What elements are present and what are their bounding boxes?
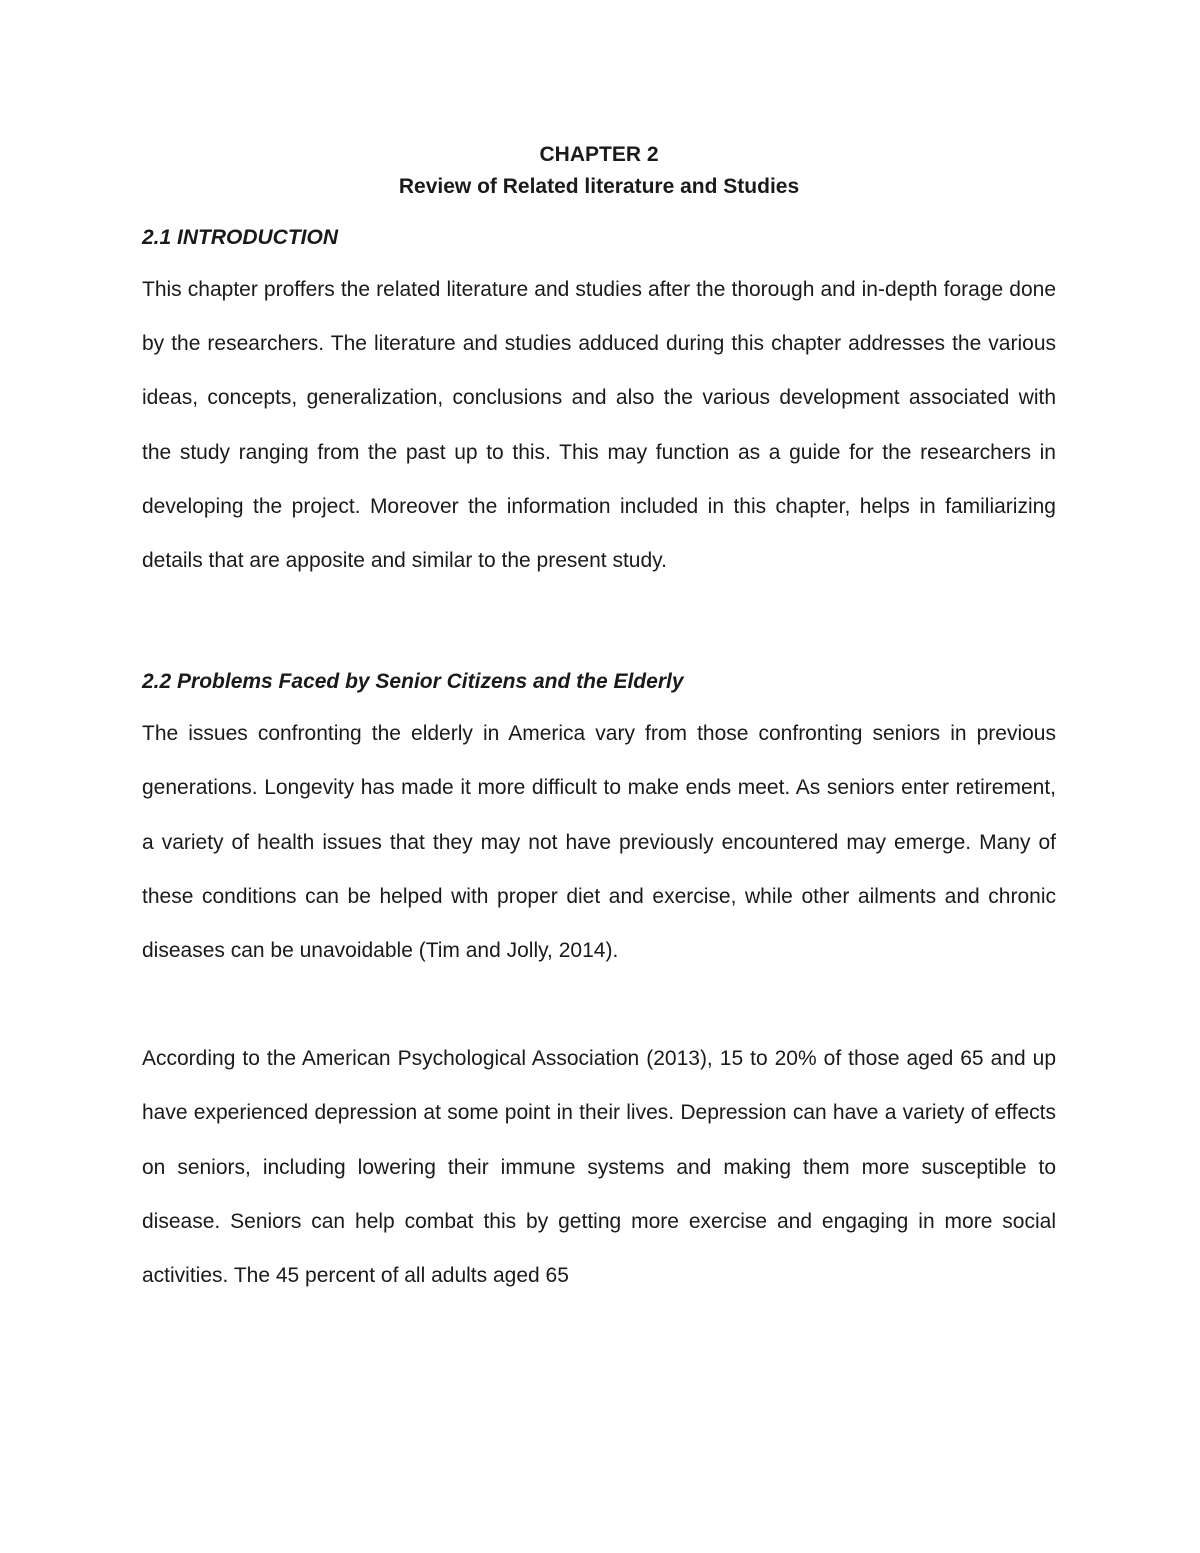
document-body [142,138,1056,1303]
problems-paragraph-1: The issues confronting the elderly in America vary from those confronting seniors in previous generations. Longevity has made it more difficult to make ends meet. As seniors enter retirement, a variety of health issues that they may not have previously encountered may emerge. Many of these conditions can be helped with proper diet and exercise, while other ailments and chronic diseases can be unavoidable (Tim and Jolly, 2014). [142,722,1056,963]
problems-paragraph-2: According to the American Psychological Association (2013), 15 to 20% of those aged 65 and up have experienced depression at some point in their lives. Depression can have a variety of effects on seniors, including lowering their immune systems and making them more susceptible to disease. Seniors can help combat this by getting more exercise and engaging in more social activities. The 45 percent of all adults aged 65 [142,1047,1056,1288]
chapter-title: Review of Related literature and Studies [398,175,800,198]
section-heading-problems: 2.2 Problems Faced by Senior Citizens and the Elderly [142,670,684,694]
section-heading-introduction: 2.1 INTRODUCTION [142,226,339,249]
introduction-paragraph: This chapter proffers the related literature and studies after the thorough and in-depth forage done by the researchers. The literature and studies adduced during this chapter addresses the various ideas, concepts, generalization, conclusions and also the various development associated with the study ranging from the past up to this. This may function as a guide for the researchers in developing the project. Moreover the information included in this chapter, helps in familiarizing details that are apposite and similar to the present study. [142,278,1056,573]
chapter-number: CHAPTER 2 [539,143,659,166]
